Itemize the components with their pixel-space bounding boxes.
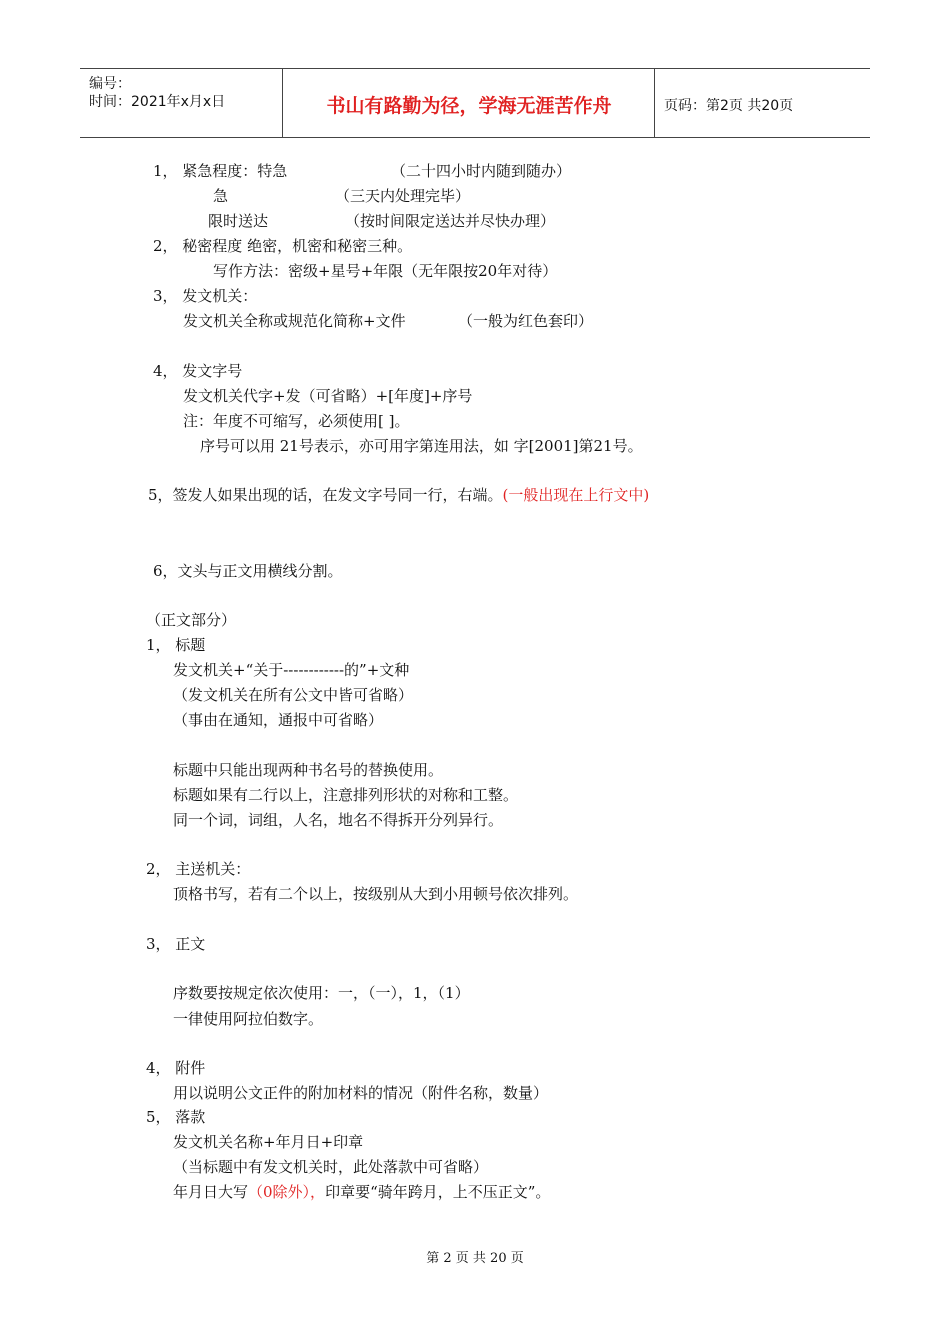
urgency-urgent: 急 [213,187,229,205]
item-header-divider: 6，文头与正文用横线分割。 [153,562,343,580]
header-right-cell [655,69,870,137]
page-indicator: 页码：第2页 共20页 [664,98,794,114]
date-rule-text: 年月日大写 [173,1183,249,1201]
signature-note: （当标题中有发文机关时，此处落款中可省略） [173,1158,489,1176]
header-table [80,68,870,138]
title-format: 发文机关+“关于------------的”+文种 [173,661,410,679]
seal-rule-text: 印章要“骑年跨月，上不压正文”。 [325,1183,551,1201]
item-signer [148,486,649,504]
item-doc-number: 4， 发文字号 [153,362,243,380]
item-issuer: 3， 发文机关： [153,287,258,305]
body-item-attachment: 4， 附件 [146,1059,206,1077]
code-label: 编号： [89,76,131,92]
signature-format: 发文机关名称+年月日+印章 [173,1133,364,1151]
doc-number-note: 注：年度不可缩写，必须使用[ ]。 [183,412,410,430]
secrecy-format: 写作方法：密级+星号+年限（无年限按20年对待） [213,262,558,280]
issuer-format: 发文机关全称或规范化简称+文件 [183,312,406,330]
body-item-text: 3， 正文 [146,935,206,953]
header-motto: 书山有路勤为径，学海无涯苦作舟 [326,95,612,117]
signer-red-note: (一般出现在上行文中) [502,486,650,504]
body-item-signature: 5， 落款 [146,1108,206,1126]
header-center-cell [283,69,655,137]
header-left-cell [80,69,283,137]
page-footer: 第 2 页 共 20 页 [426,1251,524,1266]
urgency-urgent-note: （三天内处理完毕） [335,187,471,205]
item-urgency: 1， 紧急程度：特急 [153,162,288,180]
title-note-issuer: （发文机关在所有公文中皆可省略） [173,686,414,704]
text-rule-ordinals: 序数要按规定依次使用：一，（一），1，（1） [173,984,470,1002]
title-note-subject: （事由在通知，通报中可省略） [173,711,384,729]
date-label: 时间：2021年x月x日 [89,94,226,110]
title-rule-1: 标题中只能出现两种书名号的替换使用。 [173,761,444,779]
section-body-heading: （正文部分） [146,611,237,629]
recipient-rule: 顶格书写，若有二个以上，按级别从大到小用顿号依次排列。 [173,885,579,903]
doc-number-format: 发文机关代字+发（可省略）+[年度]+序号 [183,387,473,405]
issuer-note: （一般为红色套印） [458,312,594,330]
text-rule-arabic: 一律使用阿拉伯数字。 [173,1010,324,1028]
attachment-rule: 用以说明公文正件的附加材料的情况（附件名称，数量） [173,1084,549,1102]
item-secrecy: 2， 秘密程度 绝密，机密和秘密三种。 [153,237,413,255]
signer-text: 5，签发人如果出现的话，在发文字号同一行，右端。 [148,486,503,504]
body-item-recipient: 2， 主送机关： [146,860,251,878]
title-rule-2: 标题如果有二行以上，注意排列形状的对称和工整。 [173,786,519,804]
body-item-title: 1， 标题 [146,636,206,654]
signature-date-rule [173,1183,550,1201]
title-rule-3: 同一个词，词组，人名，地名不得拆开分列异行。 [173,811,504,829]
urgency-timed-note: （按时间限定送达并尽快办理） [345,212,556,230]
doc-number-sequence: 序号可以用 21号表示，亦可用字第连用法，如 字[2001]第21号。 [200,437,643,455]
date-rule-red-note: （0除外）， [248,1183,326,1201]
item-urgency-note: （二十四小时内随到随办） [391,162,572,180]
urgency-timed: 限时送达 [208,212,269,230]
